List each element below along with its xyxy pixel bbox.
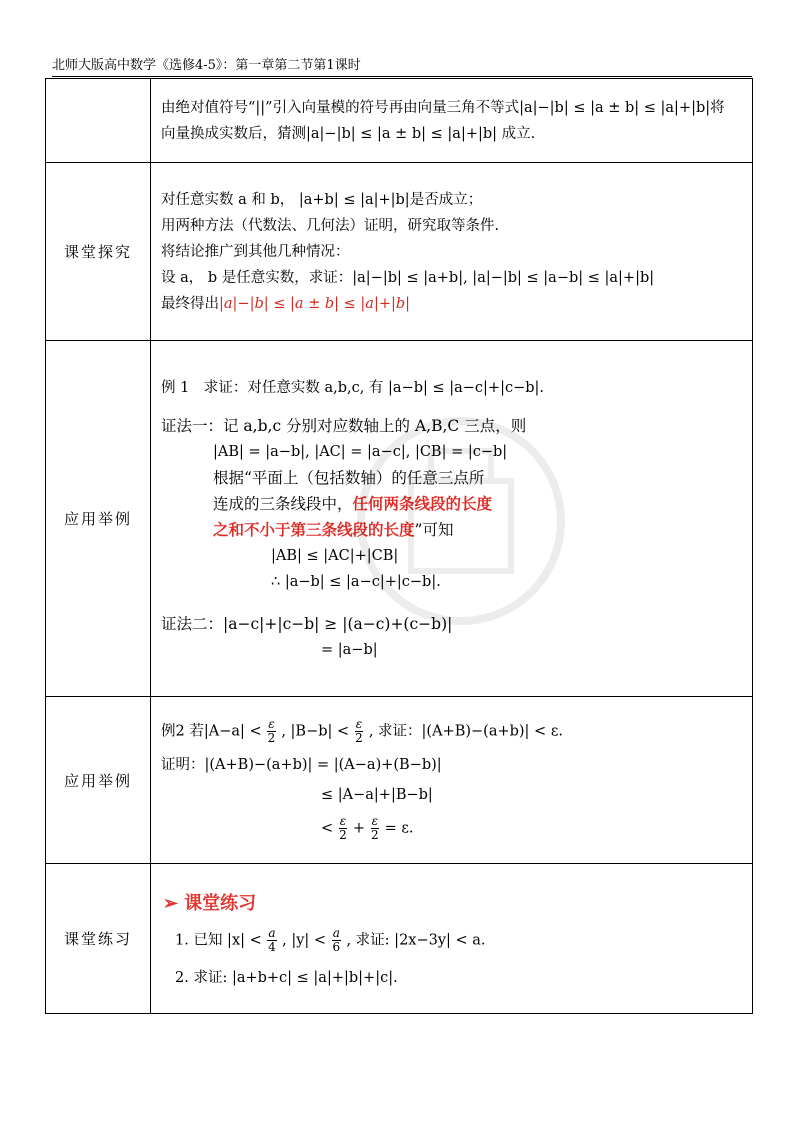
row-label-example-2: 应用举例 — [46, 697, 151, 864]
method-1-reason-2-prefix: 连成的三条线段中， — [213, 494, 353, 513]
row-content-explore — [151, 163, 753, 341]
page-header: 北师大版高中数学《选修4-5》：第一章第二节第1课时 — [52, 58, 752, 77]
table-row — [46, 341, 753, 697]
example-1-statement: 例 1 求证：对任意实数 a,b,c, 有 |a−b| ≤ |a−c|+|c−b|. — [161, 379, 545, 396]
row-content-practice — [151, 864, 753, 1014]
row-label-explore: 课堂探究 — [46, 163, 151, 341]
proof-line-3 — [161, 815, 744, 842]
lesson-table — [45, 78, 753, 1014]
practice-question-2: 2. 求证: |a+b+c| ≤ |a|+|b|+|c|. — [175, 970, 398, 986]
method-1-intro: 证法一：记 a,b,c 分别对应数轴上的 A,B,C 三点，则 — [161, 416, 527, 435]
q1-suffix: , 求证: |2x−3y| < a. — [346, 932, 486, 949]
explore-line-2: 用两种方法（代数法、几何法）证明，研究取等条件. — [161, 217, 500, 234]
method-1-inequality: |AB| ≤ |AC|+|CB| — [271, 547, 399, 564]
row-label-empty — [46, 79, 151, 163]
method-1-reason-1: 根据“平面上（包括数轴）的任意三点所 — [213, 468, 485, 487]
q1-prefix: 1. 已知 |x| < — [175, 932, 262, 949]
example-2-statement — [161, 718, 744, 745]
proof-result: = ε. — [384, 820, 414, 837]
row-content-example-1 — [151, 341, 753, 697]
proof-lt: < — [321, 820, 334, 837]
table-row — [46, 864, 753, 1014]
method-1-reason-3-suffix: ”可知 — [414, 520, 454, 539]
explore-line-5 — [161, 294, 744, 314]
method-2-line-1: 证法二：|a−c|+|c−b| ≥ |(a−c)+(c−b)| — [161, 614, 453, 633]
method-1-reason-2 — [161, 494, 744, 514]
conclusion-prefix: 最终得出 — [161, 295, 219, 312]
conclusion-formula: |a|−|b| ≤ |a ± b| ≤ |a|+|b| — [219, 295, 411, 312]
q1-mid: , |y| < — [282, 932, 327, 949]
row-content-intro — [151, 79, 753, 163]
example-2-prefix: 例2 若|A−a| < — [161, 723, 262, 740]
method-1-reason-3 — [161, 520, 744, 540]
practice-question-1 — [161, 927, 744, 954]
method-1-highlight-2: 之和不小于第三条线段的长度 — [213, 519, 415, 539]
method-1-conclusion: ∴ |a−b| ≤ |a−c|+|c−b|. — [271, 573, 441, 590]
row-label-example-1: 应用举例 — [46, 341, 151, 697]
proof-line-1: 证明：|(A+B)−(a+b)| = |(A−a)+(B−b)| — [161, 757, 442, 773]
method-1-highlight-1: 任何两条线段的长度 — [352, 493, 493, 513]
practice-title-text: 课堂练习 — [184, 893, 257, 914]
example-2-suffix: , 求证：|(A+B)−(a+b)| < ε. — [368, 723, 563, 740]
fraction-eps-half: $\frac{\varepsilon}{2}$ — [355, 717, 363, 745]
row-content-example-2 — [151, 697, 753, 864]
row-label-practice: 课堂练习 — [46, 864, 151, 1014]
explore-line-1: 对任意实数 a 和 b， |a+b| ≤ |a|+|b|是否成立； — [161, 191, 483, 208]
intro-line-1: 由绝对值符号“||”引入向量模的符号再由向量三角不等式|a|−|b| ≤ |a ± b| ≤ |a|+|b|将 — [161, 99, 725, 116]
table-row — [46, 79, 753, 163]
fraction-eps-half: $\frac{\varepsilon}{2}$ — [339, 814, 347, 842]
explore-line-3: 将结论推广到其他几种情况： — [161, 243, 350, 260]
arrow-right-icon: ➢ — [163, 893, 179, 914]
table-row — [46, 697, 753, 864]
example-2-mid: , |B−b| < — [281, 723, 350, 740]
method-1-lengths: |AB| = |a−b|, |AC| = |a−c|, |CB| = |c−b| — [213, 443, 508, 460]
proof-line-2: ≤ |A−a|+|B−b| — [321, 787, 433, 803]
method-2-line-2: = |a−b| — [321, 641, 378, 658]
fraction-a-quarter: $\frac{a}{4}$ — [268, 926, 276, 954]
explore-line-4: 设 a， b 是任意实数，求证：|a|−|b| ≤ |a+b|, |a|−|b| ≤ |a−b| ≤ |a|+|b| — [161, 269, 655, 286]
fraction-a-sixth: $\frac{a}{6}$ — [332, 926, 341, 954]
proof-plus: + — [352, 820, 365, 837]
table-row — [46, 163, 753, 341]
fraction-eps-half: $\frac{\varepsilon}{2}$ — [371, 814, 379, 842]
intro-line-2: 向量换成实数后，猜测|a|−|b| ≤ |a ± b| ≤ |a|+|b| 成立. — [161, 125, 536, 142]
practice-title — [163, 889, 744, 915]
fraction-eps-half: $\frac{\varepsilon}{2}$ — [267, 717, 276, 745]
